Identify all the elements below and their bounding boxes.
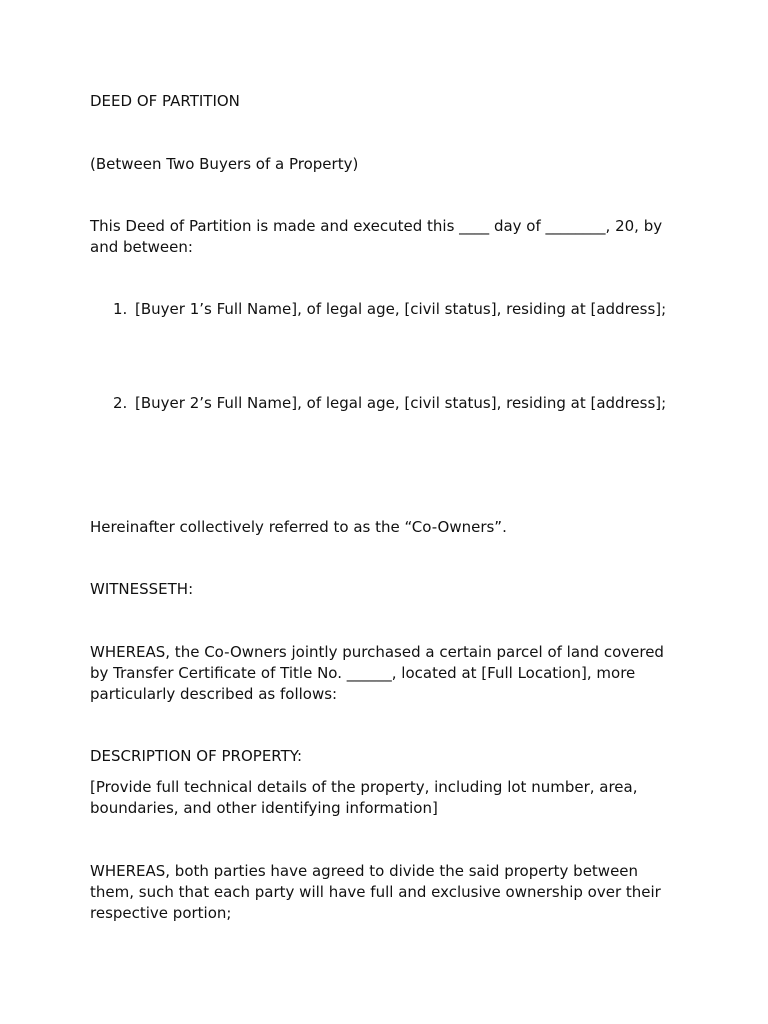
list-number: 2. xyxy=(113,394,128,412)
party-text: [Buyer 1’s Full Name], of legal age, [civil status], residing at [address]; xyxy=(135,300,667,318)
collective-reference-paragraph: Hereinafter collectively referred to as the “Co-Owners”. xyxy=(90,518,507,536)
party-list-item-1 xyxy=(113,299,703,320)
description-heading: DESCRIPTION OF PROPERTY: xyxy=(90,747,303,765)
description-body: [Provide full technical details of the property, including lot number, area, boundaries, and other identifying information] xyxy=(90,778,638,817)
document-title: DEED OF PARTITION xyxy=(90,92,240,110)
intro-paragraph: This Deed of Partition is made and executed this ____ day of ________, 20, by and between: xyxy=(90,217,663,256)
whereas-paragraph-1: WHEREAS, the Co-Owners jointly purchased a certain parcel of land covered by Transfer Certificate of Title No. ______, located at [Full Location], more particularly described as follows: xyxy=(90,643,664,703)
party-text: [Buyer 2’s Full Name], of legal age, [civil status], residing at [address]; xyxy=(135,394,667,412)
document-subtitle: (Between Two Buyers of a Property) xyxy=(90,155,359,173)
whereas-paragraph-2: WHEREAS, both parties have agreed to divide the said property between them, such that each party will have full and exclusive ownership over their respective portion; xyxy=(90,862,661,922)
witnesseth-heading: WITNESSETH: xyxy=(90,580,194,598)
party-list-item-2 xyxy=(113,393,703,414)
list-number: 1. xyxy=(113,300,128,318)
